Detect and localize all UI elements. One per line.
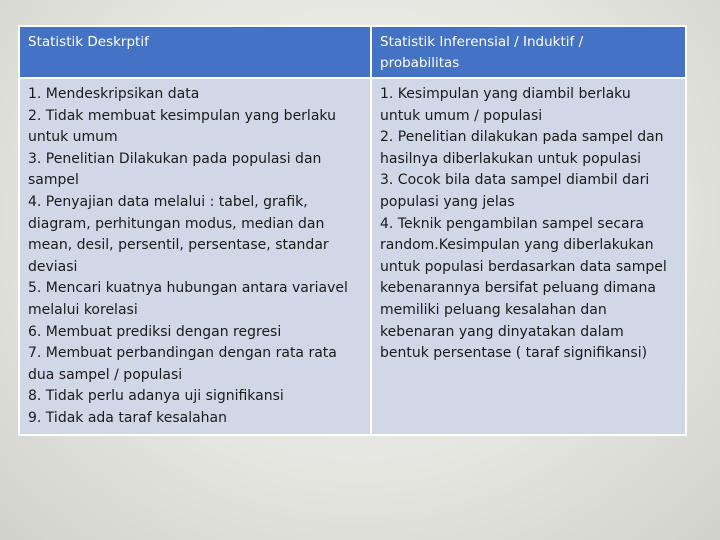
list-line: 1. Mendeskripsikan data — [28, 86, 200, 102]
list-line: 2. Tidak membuat kesimpulan yang berlaku — [28, 107, 336, 124]
list-line: untuk umum — [28, 129, 118, 146]
list-line: dua sampel / populasi — [28, 366, 183, 383]
body-cell-inferential — [371, 78, 686, 435]
list-line: 2. Penelitian dilakukan pada sampel dan — [380, 129, 664, 146]
list-line: bentuk persentase ( taraf signifikansi) — [380, 345, 648, 362]
list-line: 7. Membuat perbandingan dengan rata rata — [28, 345, 337, 362]
list-line: diagram, perhitungan modus, median dan — [28, 215, 325, 232]
list-line: 1. Kesimpulan yang diambil berlaku — [380, 86, 631, 102]
header-line: probabilitas — [380, 55, 460, 71]
body-row — [19, 78, 686, 435]
list-line: 9. Tidak ada taraf kesalahan — [28, 409, 228, 426]
header-cell-inferential — [371, 26, 686, 78]
list-line: 3. Cocok bila data sampel diambil dari — [380, 172, 650, 189]
header-row — [19, 26, 686, 78]
list-line: 6. Membuat prediksi dengan regresi — [28, 323, 282, 340]
list-line: untuk umum / populasi — [380, 107, 543, 124]
header-cell-descriptive — [19, 26, 371, 78]
list-line: melalui korelasi — [28, 301, 138, 318]
comparison-table — [18, 25, 687, 436]
list-line: kebenaran yang dinyatakan dalam — [380, 323, 624, 340]
list-line: hasilnya diberlakukan untuk populasi — [380, 150, 642, 167]
list-line: sampel — [28, 172, 79, 189]
list-line: 4. Penyajian data melalui : tabel, grafik, — [28, 193, 308, 210]
list-line: deviasi — [28, 258, 78, 275]
list-line: 4. Teknik pengambilan sampel secara — [380, 215, 644, 232]
list-line: populasi yang jelas — [380, 193, 515, 210]
list-line: kebenarannya bersifat peluang dimana — [380, 280, 656, 297]
header-line: Statistik Deskrptif — [28, 34, 149, 50]
list-line: random.Kesimpulan yang diberlakukan — [380, 237, 654, 254]
list-line: mean, desil, persentil, persentase, standar — [28, 237, 329, 254]
list-line: memiliki peluang kesalahan dan — [380, 301, 607, 318]
list-line: 5. Mencari kuatnya hubungan antara variavel — [28, 280, 348, 297]
list-line: 8. Tidak perlu adanya uji signifikansi — [28, 388, 284, 405]
list-line: 3. Penelitian Dilakukan pada populasi dan — [28, 150, 322, 167]
list-line: untuk populasi berdasarkan data sampel — [380, 258, 667, 275]
body-cell-descriptive — [19, 78, 371, 435]
header-line: Statistik Inferensial / Induktif / — [380, 34, 584, 50]
